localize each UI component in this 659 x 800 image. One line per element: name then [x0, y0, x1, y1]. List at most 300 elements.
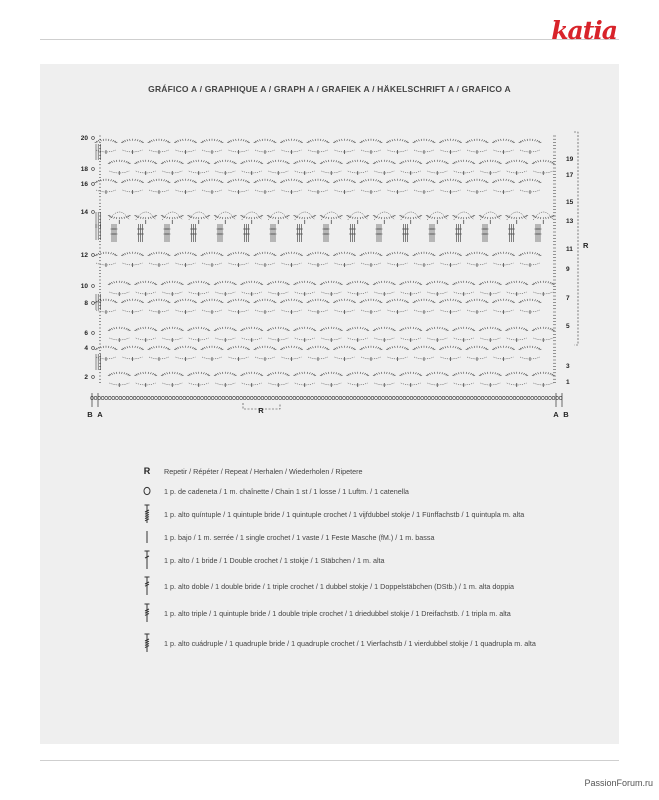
fan-stitch: [230, 327, 231, 329]
fan-stitch: [270, 161, 271, 163]
fan-stitch: [256, 281, 257, 283]
fan-stitch: [342, 346, 343, 348]
fan-stitch: [506, 346, 507, 348]
fan-stitch: [129, 163, 131, 164]
fan-stitch: [177, 180, 178, 182]
fan-stitch: [429, 328, 430, 330]
bottom-divider: [40, 760, 619, 761]
fan-stitch: [283, 281, 284, 283]
foundation-chain-stitch: [215, 396, 218, 399]
fan-stitch: [299, 281, 300, 283]
fan-stitch: [487, 281, 488, 283]
fan-stitch: [261, 163, 263, 164]
fan-stitch: [522, 180, 523, 182]
fan-stitch: [538, 348, 540, 349]
fan-stitch: [116, 281, 117, 283]
fan-stitch: [339, 252, 340, 254]
fan-stitch: [444, 328, 445, 330]
fan-stitch: [495, 300, 496, 302]
foundation-chain-stitch: [194, 396, 197, 399]
fan-stitch: [267, 139, 268, 141]
fan-stitch: [452, 284, 454, 285]
row-number-right: 1: [566, 379, 570, 386]
fan-stitch: [394, 215, 396, 216]
fan-stitch: [399, 330, 401, 331]
fan-stitch: [342, 299, 343, 301]
fan-stitch: [426, 215, 428, 216]
fan-stitch: [233, 162, 235, 163]
fan-stitch: [444, 282, 445, 284]
fan-stitch: [209, 299, 210, 301]
fan-stitch: [459, 254, 461, 255]
fan-stitch: [309, 372, 310, 374]
fan-stitch: [262, 179, 263, 181]
fan-stitch: [339, 346, 340, 348]
label-left-a: A: [97, 410, 103, 419]
fan-stitch: [301, 349, 303, 350]
fan-stitch: [113, 300, 114, 302]
fan-stitch: [220, 281, 221, 283]
fan-stitch: [458, 217, 459, 219]
fan-stitch: [280, 182, 282, 183]
fan-stitch: [551, 283, 553, 284]
fan-stitch: [537, 253, 538, 255]
fan-stitch: [373, 284, 375, 285]
fan-stitch: [505, 375, 507, 376]
chain-stitch-mark: [92, 302, 95, 305]
fan-stitch: [367, 330, 369, 331]
fan-stitch: [206, 346, 207, 348]
fan-stitch: [506, 179, 507, 181]
fan-stitch: [244, 328, 245, 330]
fan-stitch: [441, 141, 443, 142]
fan-stitch: [204, 140, 205, 142]
foundation-chain-stitch: [382, 396, 385, 399]
fan-stitch: [460, 302, 462, 303]
fan-stitch: [136, 216, 138, 217]
fan-stitch: [156, 252, 157, 254]
foundation-chain-stitch: [467, 396, 470, 399]
fan-stitch: [551, 216, 553, 217]
row-number-left: 16: [80, 181, 88, 188]
fan-stitch: [308, 141, 310, 142]
fan-stitch: [334, 372, 335, 374]
fan-stitch: [215, 162, 217, 163]
fan-stitch: [95, 349, 97, 350]
fan-stitch: [400, 252, 401, 254]
fan-stitch: [214, 375, 216, 376]
fan-stitch: [535, 346, 536, 348]
fan-stitch: [480, 216, 482, 217]
fan-stitch: [272, 180, 273, 182]
fan-stitch: [380, 182, 382, 183]
fan-stitch: [214, 284, 216, 285]
fan-stitch: [140, 327, 141, 329]
fan-stitch: [447, 375, 449, 376]
foundation-chain-stitch: [474, 396, 477, 399]
fan-stitch: [417, 282, 418, 284]
fan-stitch: [349, 346, 350, 348]
fan-stitch: [466, 142, 468, 143]
fan-stitch: [182, 215, 184, 216]
fan-stitch: [341, 284, 343, 285]
fan-stitch: [96, 348, 98, 349]
fan-stitch: [241, 252, 242, 254]
fan-stitch: [138, 161, 139, 163]
fan-stitch: [336, 140, 337, 142]
fan-stitch: [360, 349, 362, 350]
fan-stitch: [511, 281, 512, 283]
fan-stitch: [183, 179, 184, 181]
fan-stitch: [134, 215, 136, 216]
fan-stitch: [141, 181, 143, 182]
fan-stitch: [453, 346, 454, 348]
fan-stitch: [259, 252, 260, 254]
fan-stitch: [514, 372, 515, 374]
fan-stitch: [452, 163, 454, 164]
fan-stitch: [149, 301, 151, 302]
fan-stitch: [434, 160, 435, 162]
fan-stitch: [366, 283, 368, 284]
fan-stitch: [270, 328, 271, 330]
fan-stitch: [254, 281, 255, 283]
fan-stitch: [419, 216, 421, 217]
fan-stitch: [466, 255, 468, 256]
fan-stitch: [249, 327, 250, 329]
fan-stitch: [479, 330, 481, 331]
fan-stitch: [135, 346, 136, 348]
fan-stitch: [111, 252, 112, 254]
fan-stitch: [333, 142, 335, 143]
fan-stitch: [395, 346, 396, 348]
fan-stitch: [243, 179, 244, 181]
fan-stitch: [232, 282, 233, 284]
fan-stitch: [293, 284, 295, 285]
fan-stitch: [254, 217, 255, 219]
fan-stitch: [325, 347, 326, 349]
fan-stitch: [460, 349, 462, 350]
fan-stitch: [123, 301, 125, 302]
fan-stitch: [298, 140, 299, 142]
fan-stitch: [307, 372, 308, 374]
fan-stitch: [255, 301, 257, 302]
fan-stitch: [109, 283, 111, 284]
fan-stitch: [391, 328, 392, 330]
fan-stitch: [201, 160, 202, 162]
fan-stitch: [408, 217, 409, 219]
fan-stitch: [456, 328, 457, 330]
fan-stitch: [413, 217, 414, 219]
fan-stitch: [222, 160, 223, 162]
fan-stitch: [100, 139, 101, 141]
fan-stitch: [143, 217, 144, 219]
fan-stitch: [95, 142, 97, 143]
fan-stitch: [391, 161, 392, 163]
fan-stitch: [429, 161, 430, 163]
foundation-chain-stitch: [453, 396, 456, 399]
fan-stitch: [420, 284, 422, 285]
fan-stitch: [187, 163, 189, 164]
fan-stitch: [236, 252, 237, 254]
fan-stitch: [134, 375, 136, 376]
fan-stitch: [240, 284, 242, 285]
fan-stitch: [274, 349, 276, 350]
fan-stitch: [458, 281, 459, 283]
fan-stitch: [261, 215, 263, 216]
fan-stitch: [114, 141, 116, 142]
fan-stitch: [553, 163, 555, 164]
fan-stitch: [154, 283, 156, 284]
fan-stitch: [474, 346, 475, 348]
fan-stitch: [298, 347, 299, 349]
fan-stitch: [315, 346, 316, 348]
fan-stitch: [471, 179, 472, 181]
fan-stitch: [519, 160, 520, 162]
fan-stitch: [413, 182, 415, 183]
foundation-chain-stitch: [218, 396, 221, 399]
foundation-chain-stitch: [254, 396, 257, 399]
fan-stitch: [380, 349, 382, 350]
fan-stitch: [230, 347, 231, 349]
fan-stitch: [454, 216, 456, 217]
fan-stitch: [96, 141, 98, 142]
fan-stitch: [351, 180, 352, 182]
legend-item: [140, 579, 514, 593]
fan-stitch: [166, 140, 167, 142]
fan-stitch: [249, 217, 250, 219]
fan-stitch: [127, 252, 128, 254]
fan-stitch: [418, 179, 419, 181]
fan-stitch: [550, 373, 551, 375]
fan-stitch: [485, 141, 487, 142]
chain-stitch-mark: [92, 137, 95, 140]
fan-stitch: [429, 282, 430, 284]
fan-stitch: [150, 327, 151, 329]
fan-stitch: [260, 283, 262, 284]
fan-stitch: [416, 253, 417, 255]
fan-stitch: [493, 327, 494, 329]
fan-stitch: [335, 141, 337, 142]
fan-stitch: [236, 139, 237, 141]
fan-stitch: [167, 217, 168, 219]
fan-stitch: [323, 139, 324, 141]
fan-stitch: [167, 327, 168, 329]
fan-stitch: [494, 181, 496, 182]
fan-stitch: [448, 252, 449, 254]
fan-stitch: [527, 139, 528, 141]
fan-stitch: [219, 140, 220, 142]
fan-stitch: [205, 373, 206, 375]
fan-stitch: [315, 252, 316, 254]
fan-stitch: [169, 160, 170, 162]
repeat-icon: R: [143, 466, 151, 476]
fan-stitch: [511, 372, 512, 374]
fan-stitch: [361, 141, 363, 142]
fan-stitch: [201, 142, 203, 143]
fan-stitch: [167, 348, 169, 349]
fan-stitch: [540, 217, 541, 219]
fan-stitch: [193, 217, 194, 219]
fan-stitch: [492, 182, 494, 183]
fan-stitch: [187, 284, 189, 285]
fan-stitch: [510, 300, 511, 302]
fan-stitch: [183, 346, 184, 348]
fan-stitch: [285, 161, 286, 163]
fan-stitch: [312, 252, 313, 254]
fan-stitch: [460, 255, 462, 256]
fan-stitch: [347, 179, 348, 181]
fan-stitch: [429, 299, 430, 301]
fan-stitch: [539, 349, 541, 350]
fan-stitch: [355, 217, 356, 219]
fan-stitch: [130, 346, 131, 348]
fan-stitch: [143, 372, 144, 374]
fan-stitch: [550, 282, 551, 284]
fan-stitch: [537, 300, 538, 302]
fan-stitch: [364, 282, 365, 284]
fan-stitch: [193, 372, 194, 374]
fan-stitch: [180, 252, 181, 254]
fan-stitch: [399, 375, 401, 376]
fan-stitch: [354, 302, 356, 303]
label-right-a: A: [553, 410, 559, 419]
fan-stitch: [281, 217, 282, 219]
fan-stitch: [135, 252, 136, 254]
fan-stitch: [254, 182, 256, 183]
fan-stitch: [244, 282, 245, 284]
fan-stitch: [177, 281, 178, 283]
fan-stitch: [418, 252, 419, 254]
fan-stitch: [273, 181, 275, 182]
fan-stitch: [339, 283, 341, 284]
fan-stitch: [444, 373, 445, 375]
fan-stitch: [209, 346, 210, 348]
fan-stitch: [283, 180, 284, 182]
fan-stitch: [373, 163, 375, 164]
fan-stitch: [109, 162, 111, 163]
fan-stitch: [482, 282, 483, 284]
fan-stitch: [108, 346, 109, 348]
fan-stitch: [233, 139, 234, 141]
fan-stitch: [207, 162, 209, 163]
fan-stitch: [400, 179, 401, 181]
fan-stitch: [307, 160, 308, 162]
fan-stitch: [179, 161, 180, 163]
fan-stitch: [500, 215, 502, 216]
foundation-chain-stitch: [318, 396, 321, 399]
fan-stitch: [486, 349, 488, 350]
fan-stitch: [468, 327, 469, 329]
foundation-chain-stitch: [233, 396, 236, 399]
fan-stitch: [217, 328, 218, 330]
fan-stitch: [381, 160, 382, 162]
fan-stitch: [240, 330, 242, 331]
fan-stitch: [498, 346, 499, 348]
fan-stitch: [512, 181, 514, 182]
fan-stitch: [308, 254, 310, 255]
fan-stitch: [501, 346, 502, 348]
fan-stitch: [235, 330, 237, 331]
fan-stitch: [442, 140, 443, 142]
fan-stitch: [320, 375, 322, 376]
fan-stitch: [328, 327, 329, 329]
fan-stitch: [413, 142, 415, 143]
foundation-chain-stitch: [151, 396, 154, 399]
fan-stitch: [166, 180, 167, 182]
fan-stitch: [326, 348, 328, 349]
fan-stitch: [468, 160, 469, 162]
foundation-chain-stitch: [179, 396, 182, 399]
fan-stitch: [395, 139, 396, 141]
fan-stitch: [241, 299, 242, 301]
fan-stitch: [289, 299, 290, 301]
fan-stitch: [189, 162, 191, 163]
fan-stitch: [482, 328, 483, 330]
fan-stitch: [310, 253, 311, 255]
fan-stitch: [256, 327, 257, 329]
fan-stitch: [346, 330, 348, 331]
fan-stitch: [205, 282, 206, 284]
fan-stitch: [360, 372, 361, 374]
fan-stitch: [402, 252, 403, 254]
foundation-chain-stitch: [400, 396, 403, 399]
fan-stitch: [401, 162, 403, 163]
fan-stitch: [309, 281, 310, 283]
fan-stitch: [466, 182, 468, 183]
fan-stitch: [283, 140, 284, 142]
fan-stitch: [445, 139, 446, 141]
fan-stitch: [336, 160, 337, 162]
foundation-chain-stitch: [268, 396, 271, 399]
fan-stitch: [114, 372, 115, 374]
fan-stitch: [161, 215, 163, 216]
fan-stitch: [320, 179, 321, 181]
fan-stitch: [229, 141, 231, 142]
fan-stitch: [480, 374, 482, 375]
fan-stitch: [297, 373, 298, 375]
fan-stitch: [364, 373, 365, 375]
fan-stitch: [349, 299, 350, 301]
fan-stitch: [236, 179, 237, 181]
fan-stitch: [155, 163, 157, 164]
fan-stitch: [440, 281, 441, 283]
fan-stitch: [214, 139, 215, 141]
fan-stitch: [445, 216, 447, 217]
foundation-chain-stitch: [446, 396, 449, 399]
fan-stitch: [457, 180, 458, 182]
fan-stitch: [247, 301, 249, 302]
fan-stitch: [176, 254, 178, 255]
fan-stitch: [96, 301, 98, 302]
fan-stitch: [233, 374, 235, 375]
fan-stitch: [389, 140, 390, 142]
fan-stitch: [243, 299, 244, 301]
fan-stitch: [341, 215, 343, 216]
fan-stitch: [214, 179, 215, 181]
fan-stitch: [487, 372, 488, 374]
fan-stitch: [320, 284, 322, 285]
fan-stitch: [301, 142, 303, 143]
fan-stitch: [249, 281, 250, 283]
fan-stitch: [442, 217, 443, 219]
fan-stitch: [141, 301, 143, 302]
fan-stitch: [299, 327, 300, 329]
fan-stitch: [512, 254, 514, 255]
fan-stitch: [113, 347, 114, 349]
fan-stitch: [161, 139, 162, 141]
fan-stitch: [257, 300, 258, 302]
fan-stitch: [540, 327, 541, 329]
